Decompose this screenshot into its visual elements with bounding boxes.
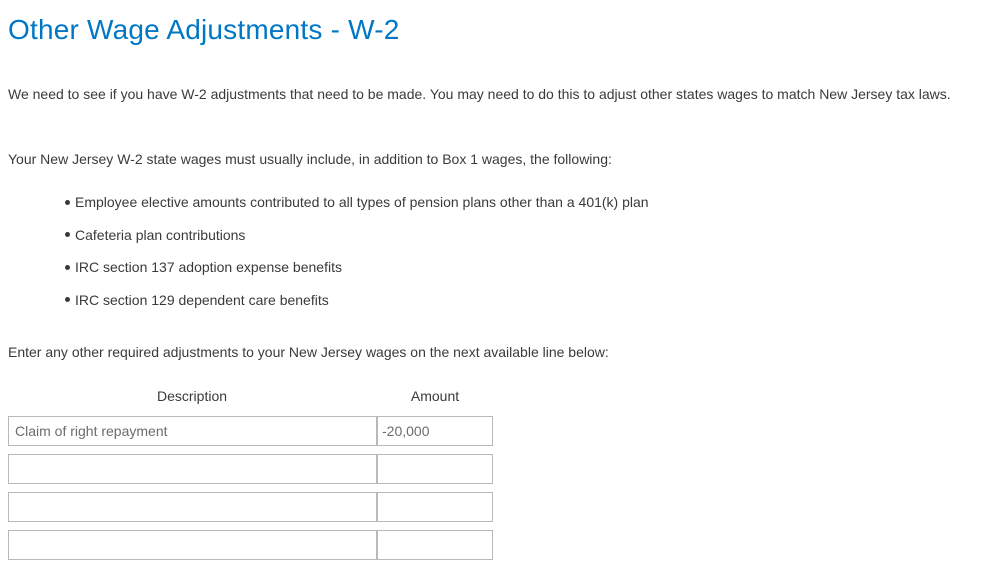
included-items-list	[62, 190, 649, 320]
list-item	[62, 288, 649, 321]
instructions-paragraph: Enter any other required adjustments to your New Jersey wages on the next available line below:	[8, 344, 609, 360]
list-item	[62, 255, 649, 288]
list-item-text: Employee elective amounts contributed to all types of pension plans other than a 401(k) plan	[75, 194, 649, 210]
description-column-header: Description	[156, 388, 228, 404]
list-item	[62, 190, 649, 223]
bullet-icon	[65, 265, 70, 270]
list-item-text: IRC section 137 adoption expense benefits	[75, 259, 342, 275]
list-item-text: Cafeteria plan contributions	[75, 226, 246, 243]
amount-input[interactable]	[377, 416, 493, 446]
bullet-icon	[65, 232, 70, 237]
amount-input[interactable]	[377, 454, 493, 484]
amount-input[interactable]	[377, 530, 493, 560]
description-input[interactable]	[8, 492, 377, 522]
description-input[interactable]	[8, 454, 377, 484]
bullet-icon	[65, 200, 70, 205]
list-item-text: IRC section 129 dependent care benefits	[75, 291, 329, 308]
bullet-icon	[65, 297, 70, 302]
description-input[interactable]	[8, 416, 377, 446]
description-input[interactable]	[8, 530, 377, 560]
list-item	[62, 223, 649, 256]
page-title: Other Wage Adjustments - W-2	[8, 14, 400, 45]
intro-paragraph: We need to see if you have W-2 adjustments that need to be made. You may need to do this to adjust other states wages to match New Jersey tax laws.	[8, 86, 951, 102]
wages-include-paragraph: Your New Jersey W-2 state wages must usually include, in addition to Box 1 wages, the following:	[8, 151, 612, 167]
amount-column-header: Amount	[410, 388, 460, 404]
amount-input[interactable]	[377, 492, 493, 522]
